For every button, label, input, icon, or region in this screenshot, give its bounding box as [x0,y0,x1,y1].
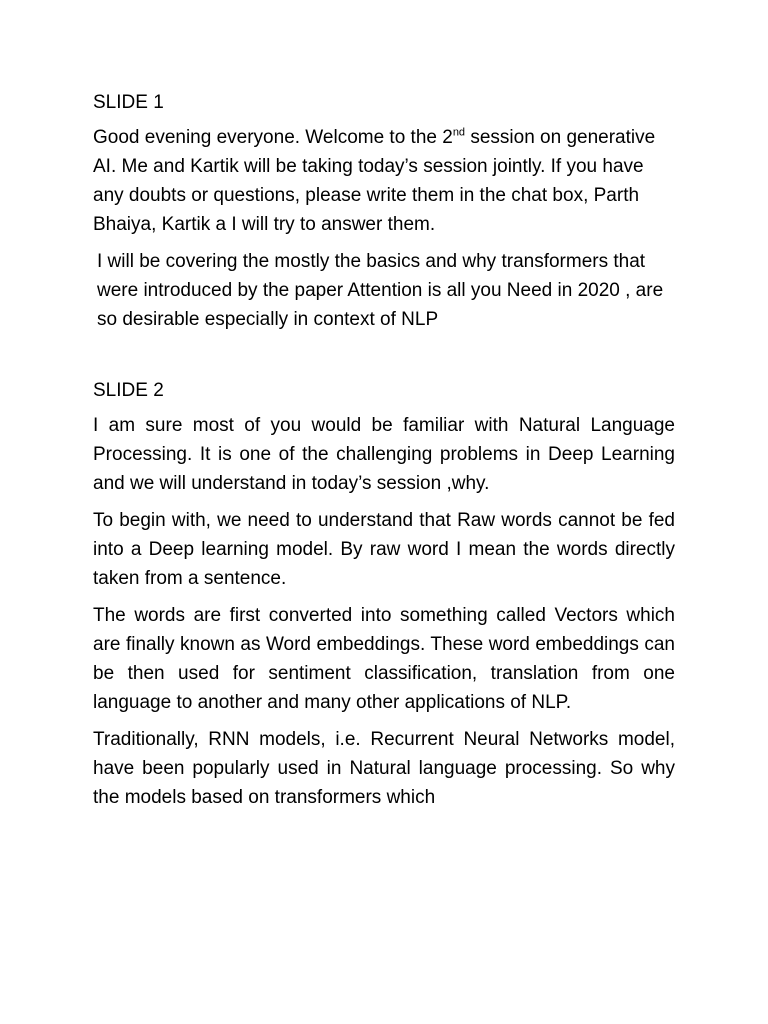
slide-1-heading: SLIDE 1 [93,92,164,113]
slide-2-paragraph-2: To begin with, we need to understand that Raw words cannot be fed into a Deep learning model. By raw word I mean the words directly taken from a sentence. [93,510,675,589]
document-body [93,88,675,820]
slide-1-paragraph-1-text-a: Good evening everyone. Welcome to the 2 [93,127,453,148]
slide-1-paragraph-1-text-b: session on generative AI. Me and Kartik will be taking today’s session jointly. If you have any doubts or questions, please write them in the chat box, Parth Bhaiya, Kartik a I will try to answer them. [93,127,656,235]
section-spacer [93,342,675,376]
ordinal-suffix: nd [452,126,466,139]
slide-2-paragraph-4: Traditionally, RNN models, i.e. Recurrent Neural Networks model, have been popularly used in Natural language processing. So why the models based on transformers which [93,729,675,808]
slide-2-paragraph-3: The words are first converted into something called Vectors which are finally known as Word embeddings. These word embeddings can be then used for sentiment classification, translation from one language to another and many other applications of NLP. [93,605,675,713]
slide-2-paragraph-1: I am sure most of you would be familiar with Natural Language Processing. It is one of the challenging problems in Deep Learning and we will understand in today’s session ,why. [93,415,675,494]
slide-1-paragraph-1 [93,123,675,239]
slide-1-paragraph-2: I will be covering the mostly the basics and why transformers that were introduced by the paper Attention is all you Need in 2020 , are so desirable especially in context of NLP [97,251,664,330]
slide-2-heading: SLIDE 2 [93,380,164,401]
